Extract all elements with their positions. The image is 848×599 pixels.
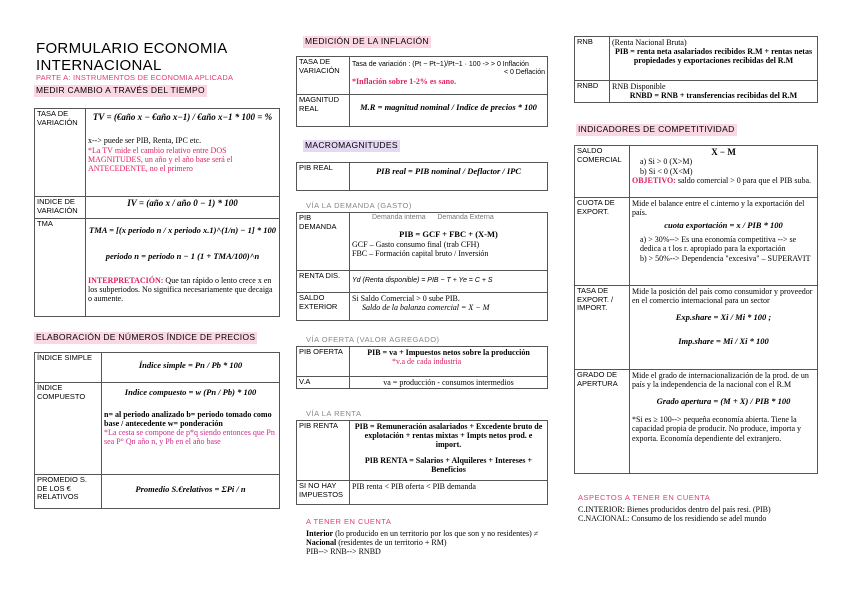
renta-formula: Yd (Renta disponible) = PIB − T + Ye = C + S	[350, 271, 548, 293]
pibr-text1: PIB = Remuneración asalariados + Excedente bruto de explotación + rentas mixtas + Impts netos prod. e import.	[354, 422, 543, 450]
tener-text3: PIB--> RNB--> RNBD	[306, 547, 381, 557]
pibd-gcf: GCF – Gasto consumo final (trab CFH)	[352, 239, 480, 249]
saldo-cell	[350, 293, 548, 321]
tener-interior: Interior	[306, 529, 334, 538]
te-text: Mide la posición del país como consumidor y proveedor en el comercio internacional para un sector	[632, 287, 813, 306]
pibd-eq: PIB = GCF + FBC + (X-M)	[399, 229, 498, 240]
ga-label: GRADO DE APERTURA	[575, 370, 630, 474]
ga-text: Mide el grado de internacionalización de la prod. de un país y la independencia de la nacional con el R.M	[632, 371, 809, 390]
te-cell	[630, 286, 818, 370]
mr-label: MAGNITUD REAL	[297, 95, 350, 127]
ic-note: n= al periodo analizado b= periodo tomado como base / antecedente w= ponderación	[104, 409, 272, 428]
inf-deflacion: < 0 Deflación	[503, 69, 545, 77]
pibreal-label: PIB REAL	[297, 163, 350, 191]
rnb-label: RNB	[575, 37, 610, 81]
sc-a: a) Si > 0 (X>M)	[640, 157, 693, 167]
section-header-indices: ELABORACIÓN DE NÚMEROS ÍNDICE DE PRECIOS	[36, 332, 256, 342]
interp-text: Que tan rápido o lento crece x en los subperiodos. No significa necesariamente que decaiga o aumente.	[88, 275, 273, 303]
te-exp: Exp.share = Xi / Mi * 100 ;	[675, 312, 772, 323]
pibo-note: *v.a de cada industria	[392, 357, 462, 367]
ga-formula: Grado apertura = (M + X) / PIB * 100	[656, 396, 791, 407]
subtitle: PARTE A: INSTRUMENTOS DE ECONOMIA APLICADA	[36, 73, 234, 82]
tma-formula: TMA = [(x periodo n / x periodo x.1)^(1/n) − 1] * 100	[89, 225, 276, 235]
section-header-competitividad: INDICADORES DE COMPETITIVIDAD	[578, 124, 735, 134]
rnb-title: (Renta Nacional Bruta)	[612, 38, 687, 47]
is-formula: Índice simple = Pn / Pb * 100	[102, 353, 280, 383]
section-header-inflacion: MEDICIÓN DE LA INFLACIÓN	[305, 36, 429, 46]
periodo-formula: periodo n = periodo n − 1 (1 + TMA/100)^n	[105, 250, 260, 261]
title-line2: INTERNACIONAL	[36, 57, 162, 74]
rnb-cell	[610, 37, 818, 81]
pr-formula: Promedio S.€relativos = ΣPi / n	[102, 475, 280, 509]
sc-obj-text: saldo comercial > 0 para que el PIB suba.	[675, 175, 811, 185]
pibr-label: PIB RENTA	[297, 421, 350, 481]
iv-label: INDICE DE VARIACIÓN	[35, 197, 86, 219]
rnbd-formula: RNBD = RNB + transferencias recibidas del R.M	[629, 91, 798, 101]
aspectos-list	[578, 505, 828, 523]
pibreal-formula: PIB real = PIB nominal / Deflactor / IPC	[350, 163, 548, 191]
saldo-label: SALDO EXTERIOR	[297, 293, 350, 321]
ga-note: *Si es ≥ 100--> pequeña economía abierta. Tiene la capacidad propia de producir. No produce, importa y exporta. Economía dependiente del extranjero.	[632, 415, 802, 443]
table-cambio	[34, 108, 280, 317]
tv-note-pink: *La TV mide el cambio relativo entre DOS MAGNITUDES, un año y el año base será el ANTECEDENTE, no el primero	[88, 145, 233, 173]
tma-label: TMA	[35, 219, 86, 317]
sc-formula: X − M	[711, 147, 736, 157]
sinohay-text: PIB renta < PIB oferta < PIB demanda	[350, 481, 548, 505]
tv-label: TASA DE VARIACIÓN	[35, 109, 86, 197]
sc-b: b) Si < 0 (X<M)	[640, 166, 693, 176]
inf-note: *Inflación sobre 1-2% es sano.	[352, 77, 457, 87]
va-label: V.A	[297, 377, 350, 389]
section-header-cambio: MEDIR CAMBIO A TRAVÉS DEL TIEMPO	[36, 85, 205, 95]
table-competitividad	[574, 145, 818, 474]
ce-label: CUOTA DE EXPORT.	[575, 198, 630, 286]
aspecto-1: C.INTERIOR: Bienes producidos dentro del país resi. (PIB)	[578, 505, 771, 514]
pibo-label: PIB OFERTA	[297, 347, 350, 377]
ga-cell	[630, 370, 818, 474]
pibd-small: Demanda interna Demanda Externa	[372, 214, 494, 221]
tv-formula: TV = (€año x − €año x−1) / €año x−1 * 100 = %	[92, 112, 273, 122]
sub-oferta: VÍA OFERTA (VALOR AGREGADO)	[306, 335, 440, 344]
tener-header: A TENER EN CUENTA	[306, 517, 392, 526]
tma-cell	[86, 219, 280, 317]
section-header-macro: MACROMAGNITUDES	[305, 140, 398, 150]
tv-note: x--> puede ser PIB, Renta, IPC etc.	[88, 136, 202, 146]
title-line1: FORMULARIO ECONOMIA	[36, 40, 228, 57]
saldo-formula: Saldo de la balanza comercial = X − M	[362, 303, 490, 313]
pibo-cell	[350, 347, 548, 377]
pibo-text: PIB = va + Impuestos netos sobre la producción	[367, 348, 530, 357]
ce-formula: cuota exportación = x / PIB * 100	[664, 220, 783, 231]
ic-note-pink: *La cesta se compone de p*q siendo entonces que Pn sea P° Qn año n, y Pb en el año base	[104, 428, 275, 447]
ic-cell	[102, 383, 280, 475]
pibd-fbc: FBC – Formación capital bruto / Inversión	[352, 249, 489, 258]
ic-formula: Indice compuesto = w (Pn / Pb) * 100	[124, 387, 257, 397]
saldo-text: Si Saldo Comercial > 0 sube PIB.	[352, 294, 460, 303]
ce-b: b) > 50%--> Dependencia "excesiva" – SUPERAVIT	[640, 253, 811, 263]
aspecto-2: C.NACIONAL: Consumo de los residiendo se adel mundo	[578, 514, 767, 524]
va-text: va = producción - consumos intermedios	[350, 377, 548, 389]
aspectos-header: ASPECTOS A TENER EN CUENTA	[578, 493, 711, 502]
table-rnb	[574, 36, 818, 103]
sinohay-label: SI NO HAY IMPUESTOS	[297, 481, 350, 505]
tv-cell	[86, 109, 280, 197]
iv-formula: IV = (año x / año 0 − 1) * 100	[86, 197, 280, 219]
ce-cell	[630, 198, 818, 286]
rnbd-cell	[610, 81, 818, 103]
inf-tv-cell	[350, 57, 548, 95]
tener-text1: (lo producido en un territorio por los que son y no residentes) ≠	[333, 529, 539, 538]
rnb-formula: PIB = renta neta asalariados recibidos R.M + rentas netas propiedades y exportaciones recibidas del R.M	[614, 47, 813, 66]
sub-demanda: VÍA LA DEMANDA (GASTO)	[306, 201, 412, 210]
pibr-text2: PIB RENTA = Salarios + Alquileres + Intereses + Beneficios	[364, 455, 533, 474]
interp-label: INTERPRETACIÓN:	[88, 275, 164, 285]
table-oferta	[296, 346, 548, 389]
pibd-label: PIB DEMANDA	[297, 213, 350, 271]
te-imp: Imp.share = Mi / Xi * 100	[678, 336, 769, 347]
table-inflacion	[296, 56, 548, 127]
table-pibreal	[296, 162, 548, 191]
pr-label: PROMEDIO S. DE LOS € RELATIVOS	[35, 475, 102, 509]
ce-a: a) > 30%--> Es una economía competitiva --> se dedica a t los r. apropiado para la exportación	[640, 235, 797, 254]
rnbd-label: RNBD	[575, 81, 610, 103]
mr-formula: M.R = magnitud nominal / Indice de precios * 100	[350, 95, 548, 127]
page-title	[36, 40, 228, 74]
rnbd-title: RNB Disponible	[612, 82, 666, 91]
renta-label: RENTA DIS.	[297, 271, 350, 293]
pibr-cell	[350, 421, 548, 481]
table-indices	[34, 352, 280, 509]
ce-text: Mide el balance entre el c.interno y la exportación del país.	[632, 199, 805, 218]
inf-tv-formula: Tasa de variación : (Pt − Pt−1)/Pt−1 · 100 -> > 0 Inflación	[352, 61, 529, 68]
pibd-cell	[350, 213, 548, 271]
sub-renta: VÍA LA RENTA	[306, 409, 362, 418]
tener-text2: (residentes de un territorio + RM)	[336, 538, 447, 548]
table-demanda	[296, 212, 548, 321]
is-label: ÍNDICE SIMPLE	[35, 353, 102, 383]
inf-tv-label: TASA DE VARIACIÓN	[297, 57, 350, 95]
table-renta	[296, 420, 548, 505]
tener-nacional: Nacional	[306, 538, 337, 548]
te-label: TASA DE EXPORT. / IMPORT.	[575, 286, 630, 370]
sc-cell	[630, 146, 818, 198]
sc-obj-label: OBJETIVO:	[632, 175, 676, 185]
sc-label: SALDO COMERCIAL	[575, 146, 630, 198]
ic-label: ÍNDICE COMPUESTO	[35, 383, 102, 475]
tener-text	[306, 529, 546, 557]
